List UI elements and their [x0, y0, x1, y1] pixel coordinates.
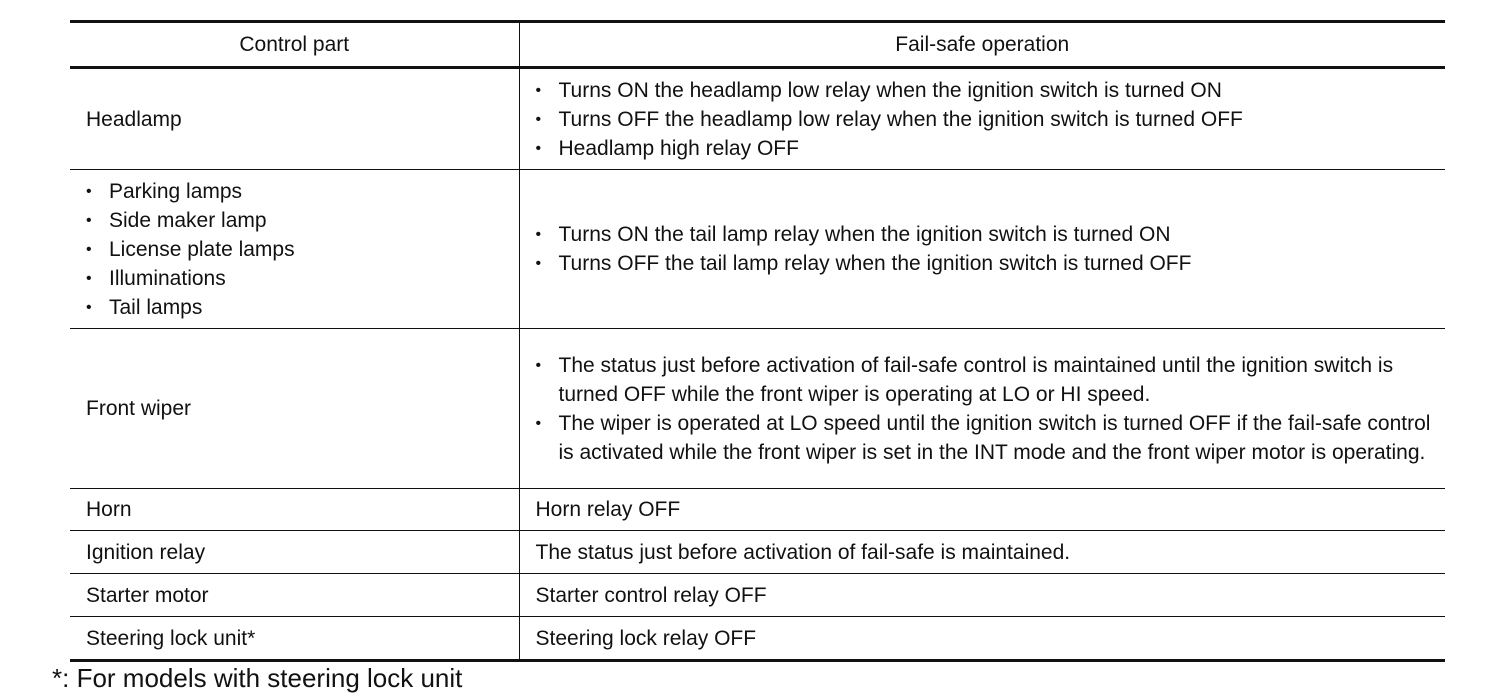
fail-safe-operation-cell: Horn relay OFF: [519, 489, 1445, 531]
fail-safe-operation-cell: Steering lock relay OFF: [519, 617, 1445, 661]
list-item: • Side maker lamp: [86, 206, 507, 235]
list-item: • The wiper is operated at LO speed until the ignition switch is turned OFF if the fail-safe control is activated while the front wiper is set in the INT mode and the front wiper motor is operating.: [536, 409, 1434, 467]
list-item: • Tail lamps: [86, 293, 507, 322]
table-row-lamps: [70, 170, 1445, 329]
control-part-cell: [70, 170, 519, 329]
list-item: • The status just before activation of fail-safe control is maintained until the ignition switch is turned OFF while the front wiper is operating at LO or HI speed.: [536, 351, 1434, 409]
table-row-ignition-relay: [70, 531, 1445, 574]
list-item: • Turns OFF the headlamp low relay when the ignition switch is turned OFF: [536, 105, 1434, 134]
control-part-cell: Front wiper: [70, 329, 519, 489]
fail-safe-operation-cell: [519, 68, 1445, 170]
fail-safe-table: [70, 20, 1445, 662]
table-row-horn: [70, 489, 1445, 531]
operation-list: [536, 351, 1434, 467]
list-item: • Turns ON the tail lamp relay when the ignition switch is turned ON: [536, 220, 1434, 249]
fail-safe-operation-cell: [519, 329, 1445, 489]
header-control-part: Control part: [70, 22, 519, 68]
list-item: • Turns ON the headlamp low relay when the ignition switch is turned ON: [536, 76, 1434, 105]
fail-safe-operation-cell: [519, 170, 1445, 329]
control-part-list: [86, 177, 507, 322]
control-part-cell: Horn: [70, 489, 519, 531]
table-row-steering-lock-unit: [70, 617, 1445, 661]
table-header-row: [70, 22, 1445, 68]
control-part-cell: Ignition relay: [70, 531, 519, 574]
table-row-starter-motor: [70, 574, 1445, 617]
fail-safe-table-container: [70, 20, 1445, 662]
fail-safe-operation-cell: The status just before activation of fail-safe is maintained.: [519, 531, 1445, 574]
operation-list: [536, 220, 1434, 278]
operation-list: [536, 76, 1434, 163]
list-item: • Illuminations: [86, 264, 507, 293]
footnote: *: For models with steering lock unit: [52, 663, 463, 693]
table-row-front-wiper: [70, 329, 1445, 489]
list-item: • Headlamp high relay OFF: [536, 134, 1434, 163]
control-part-cell: Steering lock unit*: [70, 617, 519, 661]
list-item: • Parking lamps: [86, 177, 507, 206]
table-row-headlamp: [70, 68, 1445, 170]
control-part-cell: Starter motor: [70, 574, 519, 617]
header-fail-safe-operation: Fail-safe operation: [519, 22, 1445, 68]
list-item: • License plate lamps: [86, 235, 507, 264]
control-part-cell: Headlamp: [70, 68, 519, 170]
fail-safe-operation-cell: Starter control relay OFF: [519, 574, 1445, 617]
list-item: • Turns OFF the tail lamp relay when the ignition switch is turned OFF: [536, 249, 1434, 278]
